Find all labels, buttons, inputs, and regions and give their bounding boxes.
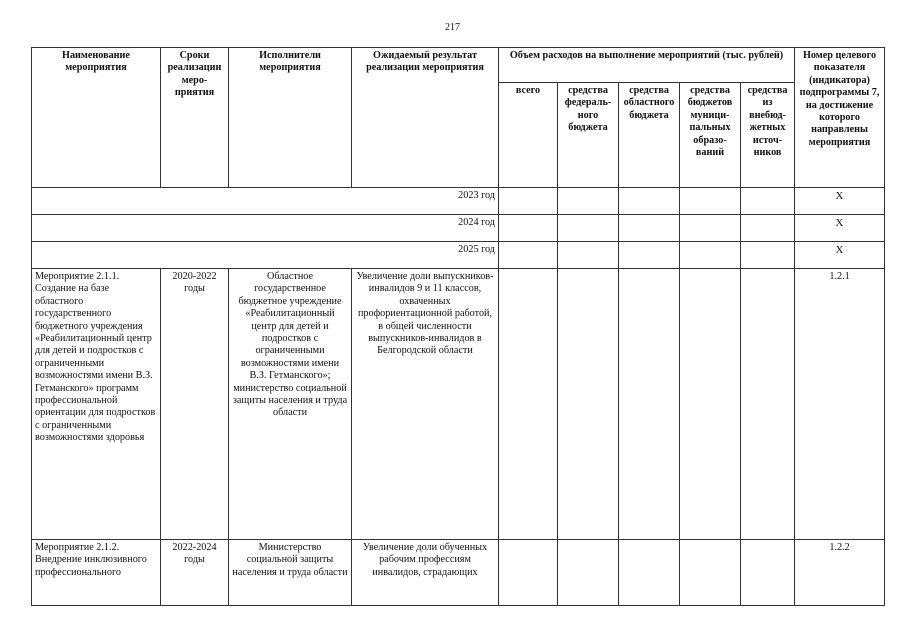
header-expenses: Объем расходов на выполнение мероприятий (тыс. рублей) [499,48,795,83]
cell-empty [680,215,741,242]
cell-empty [680,269,741,540]
event-indicator: 1.2.1 [795,269,885,540]
event-name: Мероприятие 2.1.2. Внедрение инклюзивного профессионального [32,540,161,606]
event-result: Увеличение доли выпускников-инвалидов 9 и 11 классов, охваченных профориентационной работой, в общей численности выпускников-инвалидов в Белгородской области [352,269,499,540]
cell-empty [680,242,741,269]
cell-empty [558,540,619,606]
cell-empty [619,540,680,606]
cell-empty [741,188,795,215]
event-row [32,269,885,540]
activities-table [31,47,885,606]
event-indicator: 1.2.2 [795,540,885,606]
header-total: всего [499,83,558,188]
header-regional: средства областного бюджета [619,83,680,188]
event-executors: Министерство социальной защиты населения и труда области [229,540,352,606]
event-result: Увеличение доли обученных рабочим профессиям инвалидов, страдающих [352,540,499,606]
event-terms: 2022-2024 годы [161,540,229,606]
header-indicator: Номер целевого показателя (индикатора) подпрограммы 7, на достижение которого направлены мероприятия [795,48,885,188]
cell-empty [499,540,558,606]
header-extra: средства из внебюд-жетных источ-ников [741,83,795,188]
year-label: 2023 год [32,188,499,215]
cell-empty [619,188,680,215]
cell-empty [499,269,558,540]
year-row [32,215,885,242]
header-municipal: средства бюджетов муници-пальных образо-ваний [680,83,741,188]
event-row [32,540,885,606]
cell-empty [558,188,619,215]
cell-empty [558,242,619,269]
event-name: Мероприятие 2.1.1. Создание на базе областного государственного бюджетного учреждения «Реабилитационный центр для детей и подростков с ограниченными возможностями имени В.З. Гетманского» программ профессиональной ориентации для подростков с ограниченными возможностями здоровья [32,269,161,540]
indicator-x: X [795,215,885,242]
year-label: 2024 год [32,215,499,242]
cell-empty [558,269,619,540]
cell-empty [741,242,795,269]
year-label: 2025 год [32,242,499,269]
cell-empty [499,188,558,215]
indicator-x: X [795,242,885,269]
header-executors: Исполнители мероприятия [229,48,352,188]
cell-empty [741,215,795,242]
header-federal: средства федераль-ного бюджета [558,83,619,188]
cell-empty [499,215,558,242]
cell-empty [558,215,619,242]
page-number: 217 [445,22,460,33]
year-row [32,242,885,269]
year-row [32,188,885,215]
cell-empty [680,540,741,606]
header-name: Наименование мероприятия [32,48,161,188]
event-terms: 2020-2022 годы [161,269,229,540]
cell-empty [619,269,680,540]
cell-empty [619,242,680,269]
header-terms: Сроки реализации меро-приятия [161,48,229,188]
cell-empty [619,215,680,242]
cell-empty [741,269,795,540]
indicator-x: X [795,188,885,215]
header-expected-result: Ожидаемый результат реализации мероприятия [352,48,499,188]
cell-empty [680,188,741,215]
cell-empty [499,242,558,269]
cell-empty [741,540,795,606]
event-executors: Областное государственное бюджетное учреждение «Реабилитационный центр для детей и подростков с ограниченными возможностями имени В.З. Гетманского»; министерство социальной защиты населения и труда области [229,269,352,540]
